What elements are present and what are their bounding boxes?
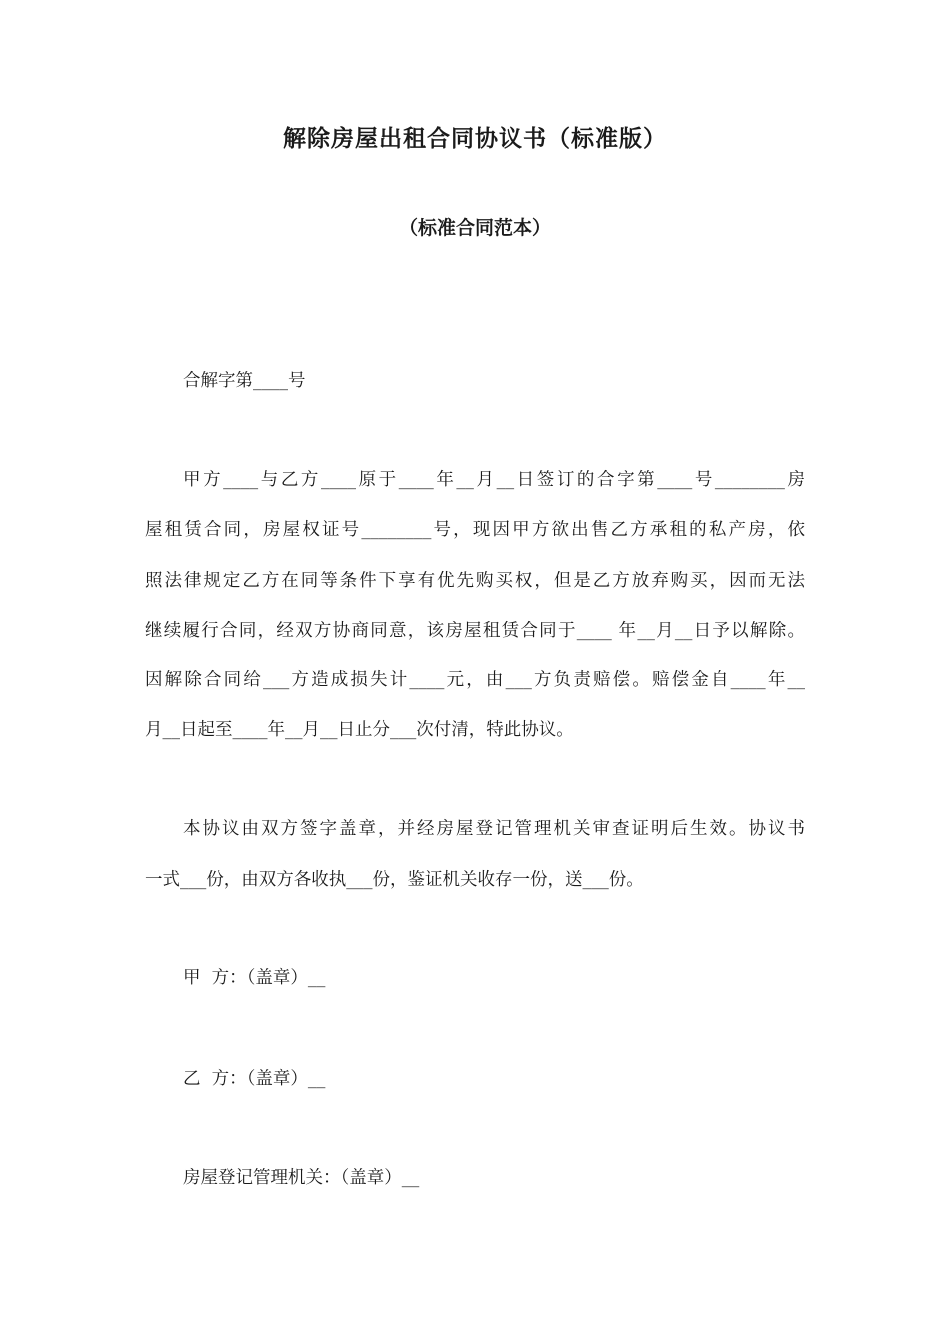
paragraph-line: 本协议由双方签字盖章，并经房屋登记管理机关审查证明后生效。协议书: [183, 819, 805, 839]
signature-authority: 房屋登记管理机关：（盖章）__: [183, 1168, 420, 1188]
paragraph-line: 甲方____与乙方____原于____年__月__日签订的合字第____号________房: [183, 470, 805, 490]
signature-party-b: 乙 方：（盖章）__: [183, 1069, 326, 1089]
paragraph-line: 因解除合同给___方造成损失计____元，由___方负责赔偿。赔偿金自____年__: [145, 670, 805, 690]
paragraph-line: 屋租赁合同，房屋权证号________号，现因甲方欲出售乙方承租的私产房，依: [145, 520, 805, 540]
paragraph-line: 一式___份，由双方各收执___份，鉴证机关收存一份，送___份。: [145, 870, 644, 890]
document-subtitle: （标准合同范本）: [398, 217, 551, 239]
doc-number: 合解字第____号: [183, 371, 306, 391]
paragraph-line: 继续履行合同，经双方协商同意，该房屋租赁合同于____ 年__月__日予以解除。: [145, 621, 805, 641]
paragraph-line: 月__日起至____年__月__日止分___次付清，特此协议。: [145, 720, 574, 740]
document-title: 解除房屋出租合同协议书（标准版）: [283, 126, 667, 152]
signature-party-a: 甲 方：（盖章）__: [183, 968, 326, 988]
paragraph-line: 照法律规定乙方在同等条件下享有优先购买权，但是乙方放弃购买，因而无法: [145, 571, 805, 591]
